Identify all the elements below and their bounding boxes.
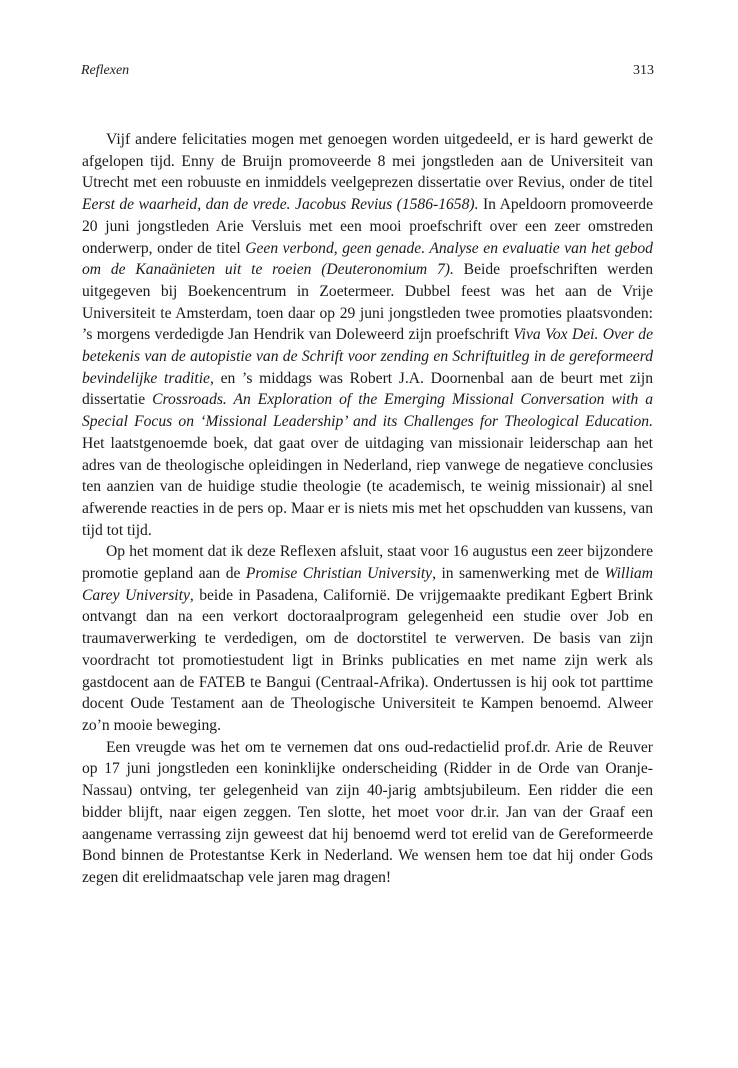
italic-title-text: Viva Vox Dei. Over de betekenis van de autopistie van de Schrift voor zending en Schriftuitleg in de gereformeerd bevindelijke traditie: [82, 326, 653, 387]
italic-title-text: Geen verbond, geen genade. Analyse en evaluatie van het gebod om de Kanaänieten uit te roeien (Deuteronomium 7).: [82, 239, 653, 279]
paragraph-text: Een vreugde was het om te vernemen dat ons oud-redactielid prof.dr. Arie de Reuver op 17 juni jongstleden een koninklijke onderscheiding (Ridder in de Orde van Oranje-Nassau) ontving, ter gelegenheid van zijn 40-jarig ambtsjubileum. Een ridder die een bidder blijft, naar eigen zeggen. Ten slotte, het moet voor dr.ir. Jan van der Graaf een aangename verrassing zijn geweest dat hij benoemd werd tot erelid van de Gereformeerde Bond binnen de Protestantse Kerk in Nederland. We wensen hem toe dat hij onder Gods zegen dit erelidmaatschap vele jaren mag dragen!: [82, 738, 653, 886]
italic-title-text: Eerst de waarheid, dan de vrede. Jacobus Revius (1586-1658).: [82, 196, 479, 214]
paragraph-text: Op het moment dat ik deze Reflexen afsluit, staat voor 16 augustus een zeer bijzondere promotie gepland aan de: [82, 543, 653, 583]
italic-title-text: Promise Christian University: [245, 565, 433, 583]
paragraph-text: , beide in Pasadena, Californië. De vrijgemaakte predikant Egbert Brink ontvangt dan na een verkort doctoraalprogram gelegenheid een studie over Job en traumaverwerking te verdedigen, om de doctorstitel te verwerven. De basis van zijn voordracht tot promotiestudent ligt in Brinks publicaties en met name zijn werk als gastdocent aan de FATEB te Bangui (Centraal-Afrika). Ondertussen is hij ook tot parttime docent Oude Testament aan de Theologische Universiteit te Kampen benoemd. Alweer zo’n mooie beweging.: [82, 586, 653, 734]
paragraph-text: Beide proefschriften werden uitgegeven bij Boekencentrum in Zoetermeer. Dubbel feest was het aan de Vrije Universiteit te Amsterdam, toen daar op 29 juni jongstleden twee promoties plaatsvonden: ’s morgens verdedigde Jan Hendrik van Doleweerd zijn proefschrift: [82, 261, 653, 344]
italic-title-text: William Carey University: [82, 565, 653, 604]
paragraph-text: , in samenwerking met de: [432, 565, 605, 583]
paragraph-text: In Apeldoorn promoveerde 20 juni jongstleden Arie Versluis met een mooi proefschrift over een zeer omstreden onderwerp, onder de titel: [82, 196, 653, 257]
italic-title-text: Crossroads. An Exploration of the Emerging Missional Conversation with a Special Focus on ‘Missional Leadership’ and its Challenges for Theological Education.: [82, 391, 653, 431]
paragraph-text: , en ’s middags was Robert J.A. Doornenbal aan de beurt met zijn dissertatie: [82, 369, 653, 409]
paragraph: [82, 737, 653, 889]
body-text: [82, 129, 653, 889]
paragraph-text: Het laatstgenoemde boek, dat gaat over de uitdaging van missionair leiderschap aan het adres van de theologische opleidingen in Nederland, riep vanwege de negatieve conclusies ten aanzien van de huidige studie theologie (te academisch, te weinig missionair) al snel afwerende reacties in de pers op. Maar er is niets mis met het opschudden van kussens, van tijd tot tijd.: [82, 434, 653, 539]
paragraph-text: Vijf andere felicitaties mogen met genoegen worden uitgedeeld, er is hard gewerkt de afgelopen tijd. Enny de Bruijn promoveerde 8 mei jongstleden aan de Universiteit van Utrecht met een robuuste en inmiddels veelgeprezen dissertatie over Revius, onder de titel: [82, 131, 653, 192]
page-number: 313: [633, 63, 654, 78]
paragraph: [82, 541, 653, 736]
running-title: Reflexen: [81, 63, 130, 78]
paragraph: [82, 129, 653, 541]
